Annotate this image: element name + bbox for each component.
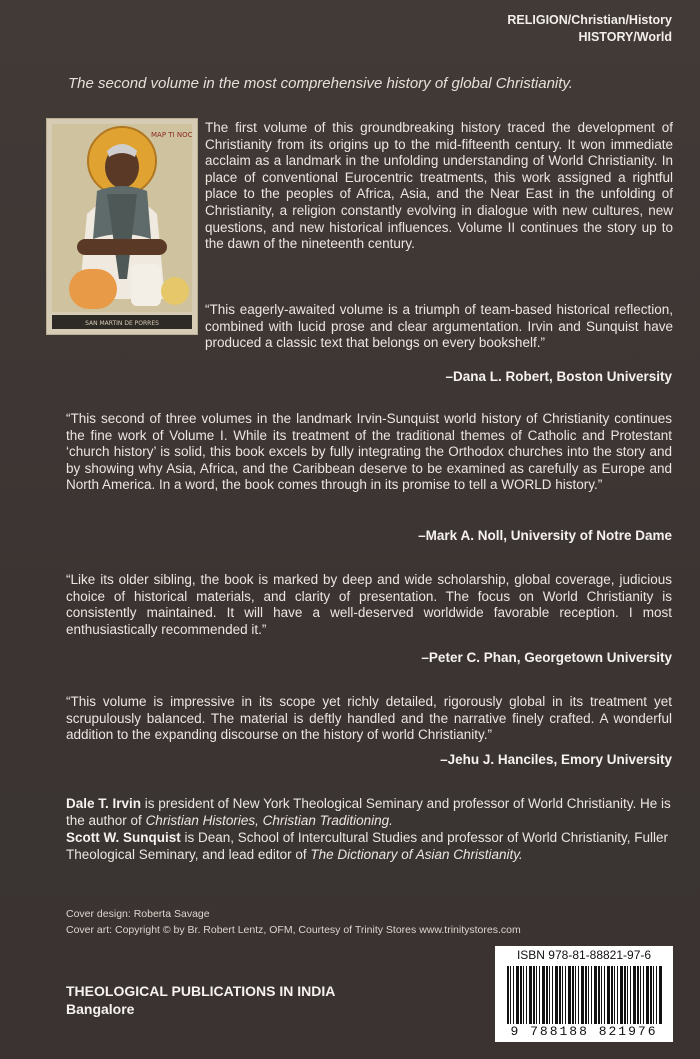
author-bio-irvin xyxy=(66,796,672,829)
author-name: Scott W. Sunquist xyxy=(66,830,181,845)
endorsement-quote: “Like its older sibling, the book is marked by deep and wide scholarship, global coverage, judicious choice of historical materials, and clarity of presentation. The focus on World Christianity is consistently maintained. It will have a well-deserved worldwide favorable reception. I most enthusiastically recommended it.” xyxy=(66,572,672,637)
cover-art-credit: Cover art: Copyright © by Br. Robert Lentz, OFM, Courtesy of Trinity Stores www.trinitystores.com xyxy=(66,924,521,936)
isbn-number: ISBN 978-81-88821-97-6 xyxy=(516,948,652,962)
subject-categories xyxy=(507,12,672,46)
endorsement-attribution: –Peter C. Phan, Georgetown University xyxy=(421,650,672,665)
barcode-bars xyxy=(507,966,663,1024)
icon-name-plate: SAN MARTIN DE PORRES xyxy=(85,320,159,327)
author-bio-sunquist xyxy=(66,830,672,863)
publisher-name: THEOLOGICAL PUBLICATIONS IN INDIA xyxy=(66,983,336,999)
endorsement-quote: “This second of three volumes in the landmark Irvin-Sunquist world history of Christianity continues the fine work of Volume I. While its treatment of the traditional themes of Catholic and Protestant ‘church history’ is solid, this book excels by fully integrating the Orthodox churches into the story and by showing why Asia, Africa, and the Caribbean deserve to be examined as carefully as Europe and North America. In a word, the book comes through in its promise to tell a WORLD history.” xyxy=(66,411,672,493)
category-religion: RELIGION/Christian/History xyxy=(507,13,672,27)
endorsement-attribution: –Dana L. Robert, Boston University xyxy=(445,369,672,384)
saint-portrait-illustration xyxy=(47,119,197,334)
publisher-block xyxy=(66,982,335,1018)
author-book-title: The Dictionary of Asian Christianity. xyxy=(310,846,523,862)
cover-credits xyxy=(66,906,521,938)
book-description: The first volume of this groundbreaking history traced the development of Christianity from its origins up to the mid-fifteenth century. It won immediate acclaim as a landmark in the unfolding understanding of World Christianity. In place of conventional Eurocentric treatments, this work assigned a rightful place to the peoples of Africa, Asia, and the Near East in the unfolding of Christianity, a religion constantly evolving in dialogue with new cultures, new questions, and new historical influences. Volume II continues the story up to the dawn of the nineteenth century. xyxy=(205,120,673,252)
category-history: HISTORY/World xyxy=(578,30,672,44)
saint-icon-image xyxy=(46,118,198,335)
cover-design-credit: Cover design: Roberta Savage xyxy=(66,908,210,920)
isbn-barcode xyxy=(495,946,673,1042)
endorsement-attribution: –Jehu J. Hanciles, Emory University xyxy=(440,752,672,767)
author-bio-text: is Dean, School of Intercultural Studies and professor of World Christianity, Fuller Theological Seminary, and lead editor of xyxy=(66,830,668,862)
barcode-digits: 9 788188 821976 xyxy=(510,1024,658,1039)
publisher-city: Bangalore xyxy=(66,1001,135,1017)
icon-greek-inscription: MAP TI NOC xyxy=(151,131,193,139)
author-bio-text: is president of New York Theological Seminary and professor of World Christianity. He is the author of xyxy=(66,796,671,828)
endorsement-attribution: –Mark A. Noll, University of Notre Dame xyxy=(418,528,672,543)
endorsement-quote: “This volume is impressive in its scope yet richly detailed, rigorously global in its treatment yet scrupulously balanced. The material is deftly handled and the narrative finely crafted. A wonderful addition to the expanding discourse on the history of world Christianity.” xyxy=(66,694,672,743)
endorsement-quote: “This eagerly-awaited volume is a triumph of team-based historical reflection, combined with lucid prose and clear argumentation. Irvin and Sunquist have produced a classic text that belongs on every bookshelf.” xyxy=(205,302,673,351)
author-name: Dale T. Irvin xyxy=(66,796,142,811)
author-book-title: Christian Histories, Christian Traditioning. xyxy=(145,812,393,828)
tagline: The second volume in the most comprehensive history of global Christianity. xyxy=(68,75,573,92)
